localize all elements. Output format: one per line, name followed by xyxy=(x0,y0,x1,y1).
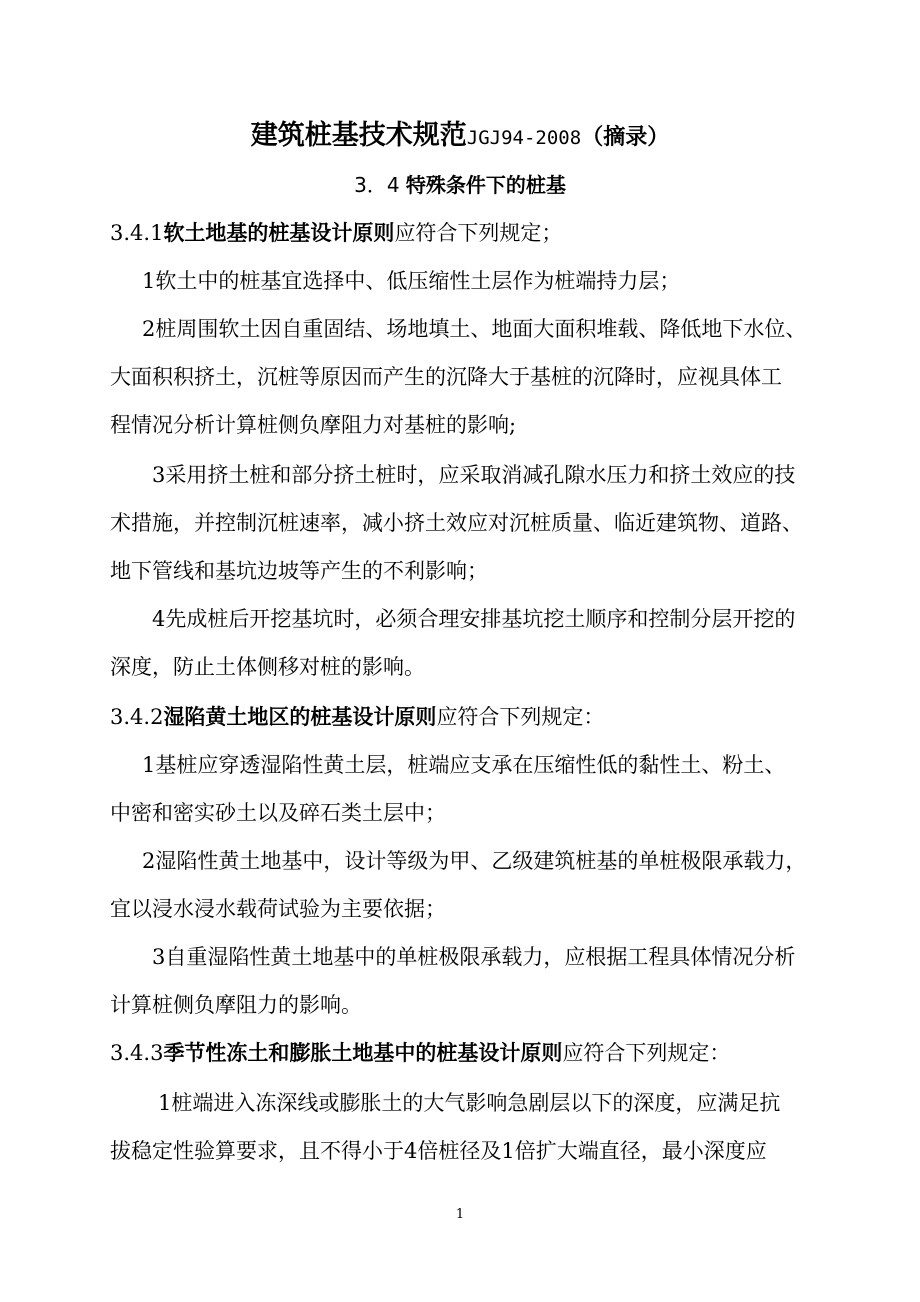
clause-number: 3.4.1 xyxy=(110,221,164,245)
title-extra: （摘录） xyxy=(581,124,670,150)
clause-3-4-2-item-3-line-1: 3自重湿陷性黄土地基中的单桩极限承载力，应根据工程具体情况分析 xyxy=(152,945,796,969)
clause-3-4-1-item-2-line-2: 大面积积挤土，沉桩等原因而产生的沉降大于基桩的沉降时，应视具体工 xyxy=(110,365,782,389)
clause-3-4-3-heading xyxy=(110,1038,730,1068)
clause-3-4-1-item-1: 1软土中的桩基宜选择中、低压缩性土层作为桩端持力层； xyxy=(142,269,681,293)
clause-bold-title: 湿陷黄土地区的桩基设计原则 xyxy=(163,705,437,729)
clause-3-4-2-item-1-line-2: 中密和密实砂土以及碎石类土层中； xyxy=(110,801,446,825)
clause-3-4-1-item-3-line-3: 地下管线和基坑边坡等产生的不利影响； xyxy=(110,559,488,583)
clause-3-4-2-item-3-line-2: 计算桩侧负摩阻力的影响。 xyxy=(110,993,362,1017)
clause-3-4-1-item-3-line-1: 3采用挤土桩和部分挤土桩时，应采取消减孔隙水压力和挤土效应的技 xyxy=(152,463,796,487)
clause-3-4-1-item-3-line-2: 术措施，并控制沉桩速率，减小挤土效应对沉桩质量、临近建筑物、道路、 xyxy=(110,511,803,535)
title-main: 建筑桩基技术规范 xyxy=(250,120,467,151)
clause-bold-title: 软土地基的桩基设计原则 xyxy=(163,221,395,245)
clause-3-4-3-item-1-line-2: 拔稳定性验算要求，且不得小于4倍桩径及1倍扩大端直径，最小深度应 xyxy=(110,1139,767,1163)
document-title xyxy=(0,118,920,156)
title-code: JGJ94-2008 xyxy=(466,127,582,149)
clause-bold-title: 季节性冻土和膨胀土地基中的桩基设计原则 xyxy=(163,1041,563,1065)
clause-3-4-3-item-1-line-1: 1桩端进入冻深线或膨胀土的大气影响急剧层以下的深度，应满足抗 xyxy=(158,1091,781,1115)
clause-rest: 应符合下列规定： xyxy=(436,705,605,729)
clause-3-4-2-item-2-line-1: 2湿陷性黄土地基中，设计等级为甲、乙级建筑桩基的单桩极限承载力， xyxy=(142,849,807,873)
clause-3-4-1-item-4-line-1: 4先成桩后开挖基坑时，必须合理安排基坑挖土顺序和控制分层开挖的 xyxy=(152,607,796,631)
clause-rest: 应符合下列规定； xyxy=(394,221,563,245)
clause-3-4-1-item-4-line-2: 深度，防止土体侧移对桩的影响。 xyxy=(110,655,425,679)
clause-number: 3.4.3 xyxy=(110,1041,164,1065)
section-number: 3．4 xyxy=(354,173,400,197)
clause-3-4-1-item-2-line-1: 2桩周围软土因自重固结、场地填土、地面大面积堆载、降低地下水位、 xyxy=(142,317,807,341)
clause-3-4-1-item-2-line-3: 程情况分析计算桩侧负摩阻力对基桩的影响; xyxy=(110,413,517,437)
clause-3-4-1-heading xyxy=(110,218,562,248)
section-title: 特殊条件下的桩基 xyxy=(405,173,566,197)
clause-3-4-2-heading xyxy=(110,702,604,732)
clause-number: 3.4.2 xyxy=(110,705,164,729)
page-number: 1 xyxy=(455,1207,465,1222)
clause-3-4-2-item-1-line-1: 1基桩应穿透湿陷性黄土层，桩端应支承在压缩性低的黏性土、粉土、 xyxy=(142,753,786,777)
clause-rest: 应符合下列规定： xyxy=(562,1041,731,1065)
clause-3-4-2-item-2-line-2: 宜以浸水浸水载荷试验为主要依据； xyxy=(110,897,446,921)
section-heading xyxy=(0,170,920,200)
